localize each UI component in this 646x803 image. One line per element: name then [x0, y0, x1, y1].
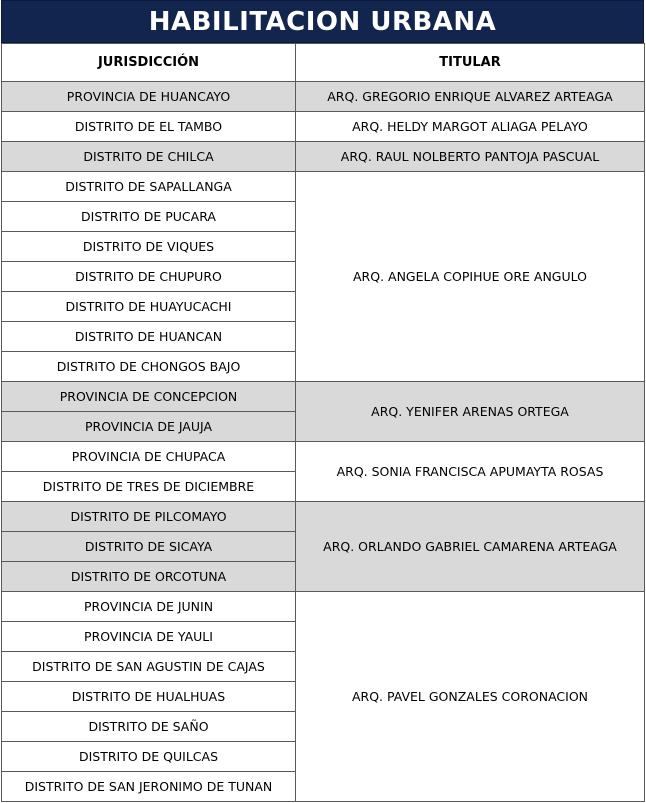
jurisdiction-cell[interactable]: PROVINCIA DE HUANCAYO — [2, 82, 296, 112]
jurisdiction-cell[interactable]: DISTRITO DE CHILCA — [2, 142, 296, 172]
jurisdiction-cell[interactable]: DISTRITO DE QUILCAS — [2, 742, 296, 772]
titular-cell[interactable]: ARQ. HELDY MARGOT ALIAGA PELAYO — [296, 112, 645, 142]
titular-cell[interactable]: ARQ. GREGORIO ENRIQUE ALVAREZ ARTEAGA — [296, 82, 645, 112]
jurisdiction-cell[interactable]: DISTRITO DE HUANCAN — [2, 322, 296, 352]
jurisdiction-cell[interactable]: PROVINCIA DE YAULI — [2, 622, 296, 652]
titular-cell[interactable]: ARQ. RAUL NOLBERTO PANTOJA PASCUAL — [296, 142, 645, 172]
jurisdiction-cell[interactable]: DISTRITO DE EL TAMBO — [2, 112, 296, 142]
jurisdiction-cell[interactable]: DISTRITO DE SAPALLANGA — [2, 172, 296, 202]
table-title: HABILITACION URBANA — [1, 0, 644, 43]
jurisdiction-cell[interactable]: DISTRITO DE SAN AGUSTIN DE CAJAS — [2, 652, 296, 682]
table-row — [2, 442, 645, 472]
jurisdiction-cell[interactable]: DISTRITO DE HUAYUCACHI — [2, 292, 296, 322]
titular-cell[interactable]: ARQ. SONIA FRANCISCA APUMAYTA ROSAS — [296, 442, 645, 502]
jurisdiction-cell[interactable]: DISTRITO DE HUALHUAS — [2, 682, 296, 712]
jurisdiction-table — [1, 43, 645, 802]
table-row — [2, 502, 645, 532]
table-row — [2, 592, 645, 622]
jurisdiction-cell[interactable]: DISTRITO DE SICAYA — [2, 532, 296, 562]
table-row — [2, 142, 645, 172]
titular-cell[interactable]: ARQ. PAVEL GONZALES CORONACION — [296, 592, 645, 802]
jurisdiction-cell[interactable]: PROVINCIA DE CONCEPCION — [2, 382, 296, 412]
jurisdiction-cell[interactable]: DISTRITO DE SAÑO — [2, 712, 296, 742]
spreadsheet — [1, 0, 644, 802]
titular-cell[interactable]: ARQ. YENIFER ARENAS ORTEGA — [296, 382, 645, 442]
titular-cell[interactable]: ARQ. ORLANDO GABRIEL CAMARENA ARTEAGA — [296, 502, 645, 592]
header-jurisdiccion[interactable]: JURISDICCIÓN — [2, 44, 296, 82]
jurisdiction-cell[interactable]: DISTRITO DE CHONGOS BAJO — [2, 352, 296, 382]
titular-cell[interactable]: ARQ. ANGELA COPIHUE ORE ANGULO — [296, 172, 645, 382]
header-titular[interactable]: TITULAR — [296, 44, 645, 82]
jurisdiction-cell[interactable]: DISTRITO DE PUCARA — [2, 202, 296, 232]
jurisdiction-cell[interactable]: PROVINCIA DE JUNIN — [2, 592, 296, 622]
jurisdiction-cell[interactable]: DISTRITO DE SAN JERONIMO DE TUNAN — [2, 772, 296, 802]
table-row — [2, 382, 645, 412]
jurisdiction-cell[interactable]: DISTRITO DE ORCOTUNA — [2, 562, 296, 592]
header-row — [2, 44, 645, 82]
jurisdiction-cell[interactable]: PROVINCIA DE CHUPACA — [2, 442, 296, 472]
table-row — [2, 172, 645, 202]
table-row — [2, 112, 645, 142]
jurisdiction-cell[interactable]: DISTRITO DE VIQUES — [2, 232, 296, 262]
jurisdiction-cell[interactable]: DISTRITO DE CHUPURO — [2, 262, 296, 292]
jurisdiction-cell[interactable]: DISTRITO DE PILCOMAYO — [2, 502, 296, 532]
jurisdiction-cell[interactable]: PROVINCIA DE JAUJA — [2, 412, 296, 442]
table-row — [2, 82, 645, 112]
jurisdiction-cell[interactable]: DISTRITO DE TRES DE DICIEMBRE — [2, 472, 296, 502]
